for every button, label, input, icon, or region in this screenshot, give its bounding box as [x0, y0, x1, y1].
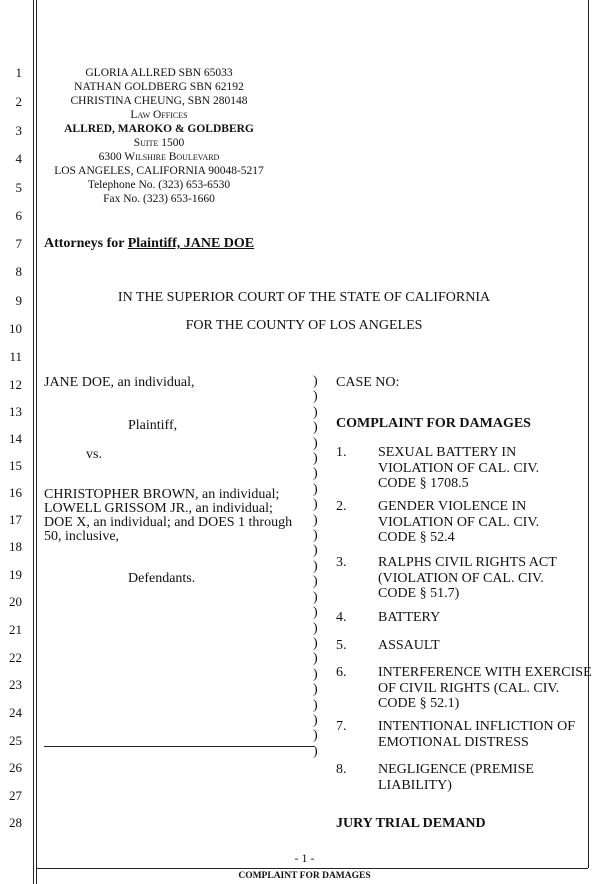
line-number: 3: [15, 123, 22, 138]
case-number: CASE NO:: [336, 375, 400, 390]
plaintiff-label: Plaintiff,: [128, 418, 178, 433]
line-number: 23: [9, 677, 22, 692]
line-number: 15: [9, 458, 22, 473]
line-number: 26: [9, 760, 22, 775]
line-number: 21: [9, 622, 22, 637]
attorneys-for-party: Plaintiff, JANE DOE: [127, 236, 255, 251]
city-address: LOS ANGELES, CALIFORNIA 90048-5217: [54, 165, 264, 177]
fax: Fax No. (323) 653-1660: [103, 193, 215, 205]
line-number: 19: [9, 567, 22, 582]
defendant-line: LOWELL GRISSOM JR., an individual;: [44, 501, 273, 516]
caption-bottom-rule: [44, 746, 314, 747]
page-number: - 1 -: [294, 851, 315, 865]
line-number: 9: [15, 293, 22, 308]
line-number: 25: [9, 733, 22, 748]
line-number: 20: [9, 594, 22, 609]
cause-text: SEXUAL BATTERY IN VIOLATION OF CAL. CIV. CODE § 1708.5: [378, 445, 540, 491]
cause-number: 8.: [336, 762, 347, 777]
cause-number: 6.: [336, 665, 347, 680]
left-margin-rule-1: [33, 0, 34, 884]
cause-text: RALPHS CIVIL RIGHTS ACT (VIOLATION OF CAL. CIV. CODE § 51.7): [378, 555, 557, 601]
cause-number: 4.: [336, 610, 347, 625]
attorneys-for-prefix: Attorneys for: [44, 236, 128, 251]
line-number: 13: [9, 404, 22, 419]
left-margin-rule-2: [36, 0, 37, 884]
line-number: 24: [9, 705, 22, 720]
line-number: 27: [9, 788, 22, 803]
line-number: 12: [9, 377, 22, 392]
plaintiff-name: JANE DOE, an individual,: [44, 375, 195, 390]
line-number: 6: [15, 208, 22, 223]
law-offices-label: Law Offices: [130, 109, 188, 121]
defendant-line: DOE X, an individual; and DOES 1 through: [44, 515, 293, 530]
jury-trial-demand: JURY TRIAL DEMAND: [336, 816, 486, 831]
defendant-line: CHRISTOPHER BROWN, an individual;: [44, 487, 280, 502]
defendant-line: 50, inclusive,: [44, 529, 120, 544]
cause-number: 2.: [336, 499, 347, 514]
line-number: 2: [15, 94, 22, 109]
cause-text: BATTERY: [378, 610, 441, 625]
line-number: 16: [9, 485, 22, 500]
attorneys-for: [44, 236, 254, 252]
cause-number: 5.: [336, 638, 347, 653]
attorney-line: GLORIA ALLRED SBN 65033: [85, 67, 233, 79]
line-number: 10: [9, 321, 22, 336]
court-name: IN THE SUPERIOR COURT OF THE STATE OF CALIFORNIA: [117, 290, 491, 305]
footer-rule: [36, 868, 588, 869]
line-number: 4: [15, 151, 22, 166]
cause-number: 3.: [336, 555, 347, 570]
cause-text: INTERFERENCE WITH EXERCISE OF CIVIL RIGHTS (CAL. CIV. CODE § 52.1): [378, 665, 592, 711]
line-number: 22: [9, 650, 22, 665]
cause-text: ASSAULT: [378, 638, 440, 653]
line-number: 7: [15, 236, 22, 251]
attorney-line: CHRISTINA CHEUNG, SBN 280148: [70, 95, 248, 107]
complaint-title: COMPLAINT FOR DAMAGES: [336, 416, 531, 431]
versus: vs.: [86, 447, 102, 462]
line-number: 11: [9, 349, 22, 364]
caption-divider: ) ) ) ) ) ) ) ) ) ) ) ) ) ) ) ) ) ) ) ) ) ) ) ) ): [313, 374, 318, 759]
attorney-line: NATHAN GOLDBERG SBN 62192: [74, 81, 244, 93]
telephone: Telephone No. (323) 653-6530: [87, 179, 231, 191]
footer-title: COMPLAINT FOR DAMAGES: [238, 871, 371, 881]
defendants-label: Defendants.: [128, 571, 196, 586]
line-number: 17: [9, 512, 22, 527]
line-number: 18: [9, 539, 22, 554]
suite: Suite 1500: [133, 137, 185, 149]
cause-number: 7.: [336, 719, 347, 734]
line-number: 14: [9, 431, 22, 446]
cause-text: INTENTIONAL INFLICTION OF EMOTIONAL DISTRESS: [378, 719, 576, 750]
cause-number: 1.: [336, 445, 347, 460]
line-number: 8: [15, 264, 22, 279]
line-number: 5: [15, 180, 22, 195]
cause-text: GENDER VIOLENCE IN VIOLATION OF CAL. CIV. CODE § 52.4: [378, 499, 540, 545]
street-address: 6300 Wilshire Boulevard: [98, 151, 220, 163]
cause-text: NEGLIGENCE (PREMISE LIABILITY): [378, 762, 534, 793]
court-county: FOR THE COUNTY OF LOS ANGELES: [185, 318, 423, 333]
right-margin-rule: [588, 0, 589, 868]
line-number: 28: [9, 815, 22, 830]
firm-name: ALLRED, MAROKO & GOLDBERG: [64, 123, 254, 135]
line-number: 1: [15, 65, 22, 80]
